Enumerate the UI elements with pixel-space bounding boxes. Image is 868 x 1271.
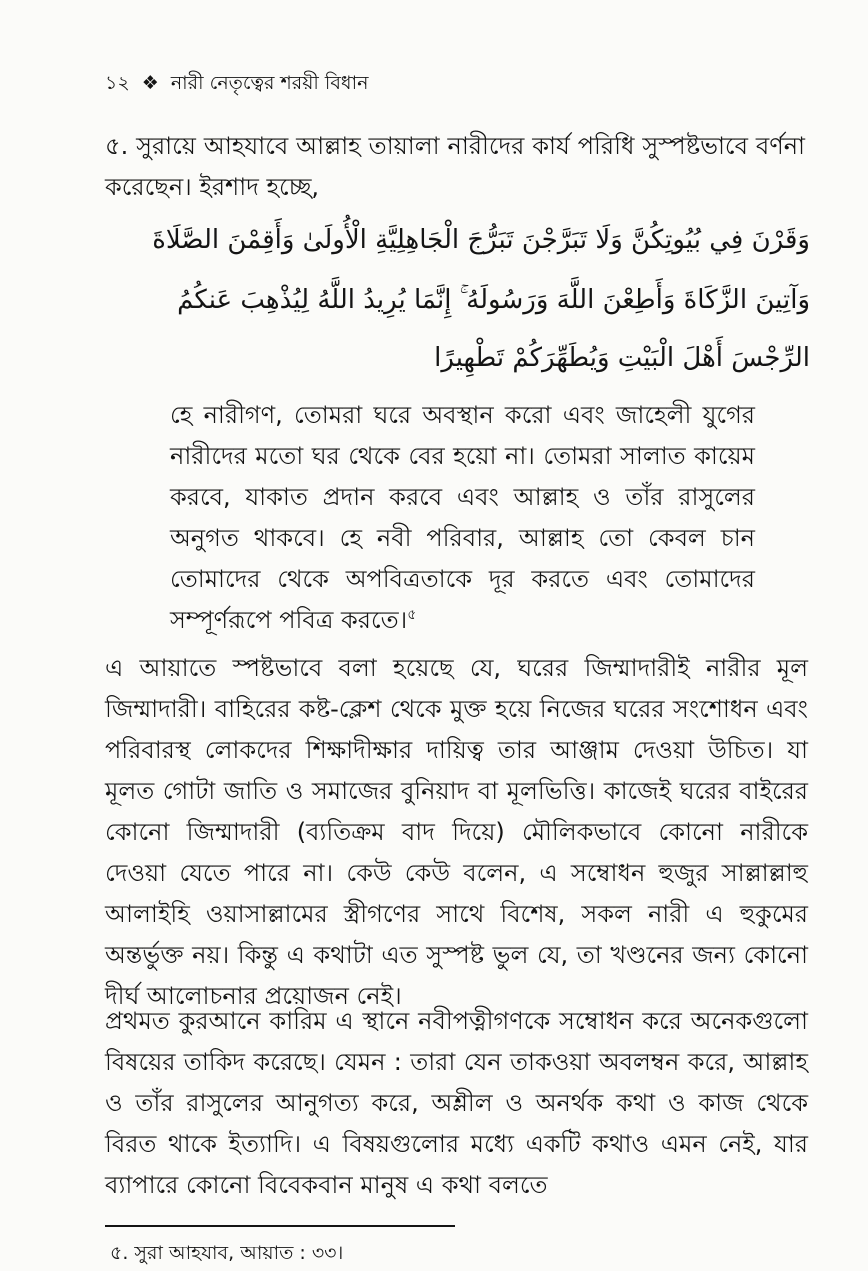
verse-translation xyxy=(170,395,755,641)
body-paragraph-2: এ আয়াতে স্পষ্টভাবে বলা হয়েছে যে, ঘরের জিম্মাদারীই নারীর মূল জিম্মাদারী। বাহিরের কষ্ট-ক্লেশ থেকে মুক্ত হয়ে নিজের ঘরের সংশোধন এবং পরিবারস্থ লোকদের শিক্ষাদীক্ষার দায়িত্ব তার আঞ্জাম দেওয়া উচিত। যা মূলত গোটা জাতি ও সমাজের বুনিয়াদ বা মূলভিত্তি। কাজেই ঘরের বাইরের কোনো জিম্মাদারী (ব্যতিক্রম বাদ দিয়ে) মৌলিকভাবে কোনো নারীকে দেওয়া যেতে পারে না। কেউ কেউ বলেন, এ সম্বোধন হুজুর সাল্লাল্লাহু আলাইহি ওয়াসাল্লামের স্ত্রীগণের সাথে বিশেষ, সকল নারী এ হুকুমের অন্তর্ভুক্ত নয়। কিন্তু এ কথাটা এত সুস্পষ্ট ভুল যে, তা খণ্ডনের জন্য কোনো দীর্ঘ আলোচনার প্রয়োজন নেই। xyxy=(105,654,808,1010)
body-paragraph-3: প্রথমত কুরআনে কারিম এ স্থানে নবীপত্নীগণকে সম্বোধন করে অনেকগুলো বিষয়ের তাকিদ করেছে। যেমন : তারা যেন তাকওয়া অবলম্বন করে, আল্লাহ ও তাঁর রাসুলের আনুগত্য করে, অশ্লীল ও অনর্থক কথা ও কাজ থেকে বিরত থাকে ইত্যাদি। এ বিষয়গুলোর মধ্যে একটি কথাও এমন নেই, যার ব্যাপারে কোনো বিবেকবান মানুষ এ কথা বলতে xyxy=(105,1007,808,1199)
arabic-verse-line-3: الرِّجْسَ أَهْلَ الْبَيْتِ وَيُطَهِّرَكُمْ تَطْهِيرًا xyxy=(434,343,810,373)
translation-text: হে নারীগণ, তোমরা ঘরে অবস্থান করো এবং জাহেলী যুগের নারীদের মতো ঘর থেকে বের হয়ো না। তোমরা সালাত কায়েম করবে, যাকাত প্রদান করবে এবং আল্লাহ ও তাঁর রাসুলের অনুগত থাকবে। হে নবী পরিবার, আল্লাহ তো কেবল চান তোমাদের থেকে অপবিত্রতাকে দূর করতে এবং তোমাদের সম্পূর্ণরূপে পবিত্র করতে। xyxy=(170,401,755,634)
arabic-verse-line-1: وَقَرْنَ فِي بُيُوتِكُنَّ وَلَا تَبَرَّجْنَ تَبَرُّجَ الْجَاهِلِيَّةِ الْأُولَىٰ وَأَقِمْنَ الصَّلَاةَ xyxy=(152,225,810,255)
book-title: নারী নেতৃত্বের শরয়ী বিধান xyxy=(170,72,369,94)
intro-paragraph: ৫. সুরায়ে আহযাবে আল্লাহ তায়ালা নারীদের কার্য পরিধি সুস্পষ্টভাবে বর্ণনা করেছেন। ইরশাদ হচ্ছে, xyxy=(105,132,805,201)
footnote-divider xyxy=(105,1225,455,1227)
footnote: ৫. সুরা আহযাব, আয়াত : ৩৩। xyxy=(110,1242,344,1264)
arabic-verse-line-2: وَآتِينَ الزَّكَاةَ وَأَطِعْنَ اللَّهَ وَرَسُولَهُ ۚ إِنَّمَا يُرِيدُ اللَّهُ لِيُذْهِبَ عَنكُمُ xyxy=(177,285,810,315)
running-header xyxy=(105,70,805,96)
separator-ornament: ❖ xyxy=(141,72,159,94)
page-number: ১২ xyxy=(105,72,130,94)
footnote-reference: ৫ xyxy=(407,607,417,623)
